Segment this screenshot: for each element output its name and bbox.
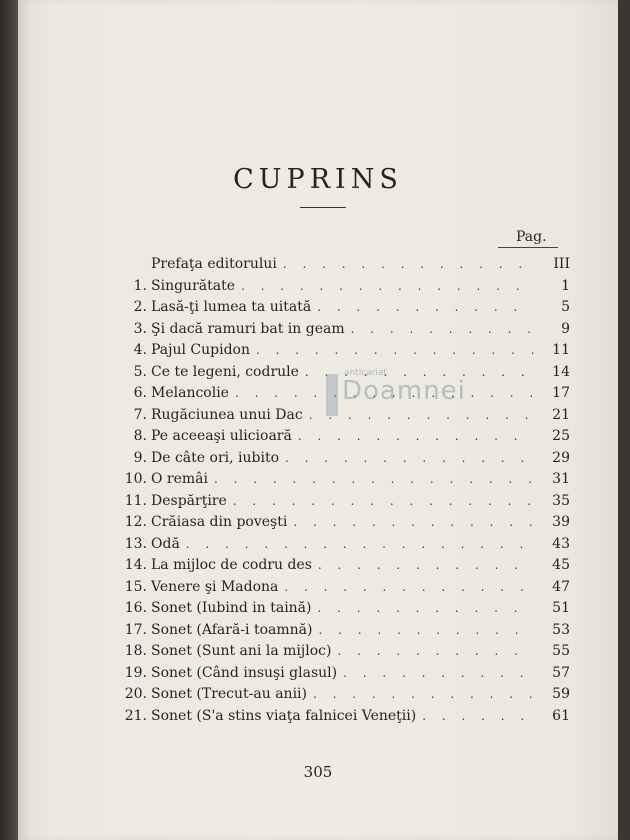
toc-entry-page: 11 xyxy=(552,342,570,358)
toc-entry-title: Sonet (Sunt ani la mijloc) xyxy=(151,643,332,659)
toc-entry-title: Sonet (Când insuşi glasul) xyxy=(151,664,338,681)
toc-entry-title: De câte ori, iubito xyxy=(151,449,279,466)
toc-entry-title: Sonet (S'a stins viaţa falnicei Veneţii) xyxy=(151,707,417,724)
toc-entry-title: Ce te legeni, codrule xyxy=(151,363,299,380)
toc-dot-leader xyxy=(241,279,534,293)
toc-dot-leader xyxy=(283,257,534,271)
toc-entry xyxy=(118,708,570,730)
book-spine-shadow xyxy=(0,0,18,840)
toc-entry-title: Singurătate xyxy=(151,277,235,294)
book-page xyxy=(18,0,618,840)
page-column-label: Pag. xyxy=(516,229,547,245)
toc-entry xyxy=(118,557,570,579)
toc-entry-number: 9. xyxy=(133,449,147,466)
toc-dot-leader xyxy=(313,687,534,701)
toc-entry-page: 35 xyxy=(552,492,570,509)
toc-entry-title: Sonet (Trecut-au anii) xyxy=(151,686,307,702)
toc-entry-number: 21. xyxy=(124,707,147,724)
toc-entry-title: Sonet (Afară-i toamnă) xyxy=(151,621,313,638)
toc-entry-number: 19. xyxy=(124,664,147,681)
toc-entry-number: 10. xyxy=(124,471,147,487)
toc-entry-number: 17. xyxy=(124,621,147,638)
toc-entry xyxy=(118,471,570,493)
toc-entry-title: Şi dacă ramuri bat in geam xyxy=(151,320,345,337)
toc-entry-title: Melancolie xyxy=(151,385,229,401)
toc-entry-page: 9 xyxy=(561,320,570,337)
toc-entry xyxy=(118,579,570,601)
heading-divider xyxy=(300,207,346,208)
toc-entry-title: Sonet (Iubind in taină) xyxy=(151,600,312,616)
toc-entry-title: Odă xyxy=(151,535,180,552)
toc-entry-title: Rugăciunea unui Dac xyxy=(151,406,303,423)
toc-entry-page: III xyxy=(553,256,570,272)
toc-entry-number: 16. xyxy=(124,600,147,616)
toc-dot-leader xyxy=(298,429,534,443)
page-column-underline xyxy=(498,247,558,248)
toc-entry-page: 45 xyxy=(552,557,570,573)
toc-entry-number: 14. xyxy=(124,557,147,573)
toc-entry-number: 8. xyxy=(133,428,147,444)
toc-dot-leader xyxy=(256,343,534,357)
toc-entry-page: 17 xyxy=(552,385,570,401)
toc-dot-leader xyxy=(285,451,534,465)
toc-entry-number: 13. xyxy=(124,535,147,552)
toc-entry-page: 21 xyxy=(552,406,570,423)
toc-entry xyxy=(118,536,570,558)
toc-dot-leader xyxy=(214,472,534,486)
toc-entry-page: 29 xyxy=(552,449,570,466)
toc-entry-title: Venere şi Madona xyxy=(151,578,279,595)
toc-entry xyxy=(118,321,570,343)
toc-entry xyxy=(118,514,570,536)
watermark-big-text: Doamnei xyxy=(342,376,466,406)
toc-dot-leader xyxy=(186,537,534,551)
toc-entry xyxy=(118,299,570,321)
toc-entry-number: 4. xyxy=(133,342,147,358)
toc-entry-number: 15. xyxy=(124,578,147,595)
toc-entry-number: 2. xyxy=(133,299,147,315)
toc-entry-page: 43 xyxy=(552,535,570,552)
toc-entry-number: 20. xyxy=(124,686,147,702)
toc-dot-leader xyxy=(351,322,534,336)
toc-dot-leader xyxy=(233,494,534,508)
toc-dot-leader xyxy=(318,623,534,637)
toc-entry-number: 12. xyxy=(124,514,147,530)
toc-entry-page: 57 xyxy=(552,664,570,681)
toc-entry-page: 53 xyxy=(552,621,570,638)
toc-entry-title: Lasă-ţi lumea ta uitată xyxy=(151,299,312,315)
toc-entry-page: 14 xyxy=(552,363,570,380)
toc-entry-page: 25 xyxy=(552,428,570,444)
toc-entry-number: 5. xyxy=(133,363,147,380)
toc-entry xyxy=(118,686,570,708)
toc-dot-leader xyxy=(318,558,534,572)
toc-entry-title: Pe aceeaşi ulicioară xyxy=(151,428,292,444)
toc-entry-title: Prefaţa editorului xyxy=(151,256,277,272)
toc-entry xyxy=(118,643,570,665)
page-number: 305 xyxy=(303,763,333,781)
toc-entry xyxy=(118,665,570,687)
toc-entry-page: 5 xyxy=(561,299,570,315)
toc-entry-number: 7. xyxy=(133,406,147,423)
table-of-contents xyxy=(118,256,570,729)
toc-entry-number: 1. xyxy=(133,277,147,294)
toc-entry-page: 47 xyxy=(552,578,570,595)
toc-entry-page: 61 xyxy=(552,707,570,724)
watermark-small-text: anticariat xyxy=(344,368,387,378)
toc-dot-leader xyxy=(343,666,534,680)
toc-entry-title: Despărţire xyxy=(151,492,227,509)
toc-entry-number: 3. xyxy=(133,320,147,337)
toc-entry xyxy=(118,278,570,300)
toc-entry-page: 55 xyxy=(552,643,570,659)
toc-heading: CUPRINS xyxy=(233,164,403,196)
watermark-mark-icon xyxy=(326,374,338,416)
toc-entry-title: Crăiasa din poveşti xyxy=(151,514,288,530)
toc-entry-page: 59 xyxy=(552,686,570,702)
toc-entry xyxy=(118,450,570,472)
toc-dot-leader xyxy=(422,709,534,723)
toc-entry-page: 1 xyxy=(561,277,570,294)
toc-entry-title: Pajul Cupidon xyxy=(151,342,250,358)
toc-entry-title: O remâi xyxy=(151,471,209,487)
toc-dot-leader xyxy=(284,580,534,594)
toc-entry-page: 51 xyxy=(552,600,570,616)
toc-dot-leader xyxy=(317,300,534,314)
toc-entry xyxy=(118,256,570,278)
toc-entry-page: 31 xyxy=(552,471,570,487)
toc-entry-number: 18. xyxy=(124,643,147,659)
toc-entry xyxy=(118,493,570,515)
toc-entry xyxy=(118,342,570,364)
watermark-logo xyxy=(326,368,476,420)
toc-entry-page: 39 xyxy=(552,514,570,530)
toc-dot-leader xyxy=(318,601,535,615)
toc-entry-number: 6. xyxy=(133,385,147,401)
toc-entry xyxy=(118,428,570,450)
toc-entry-number: 11. xyxy=(124,492,147,509)
toc-entry-title: La mijloc de codru des xyxy=(151,557,312,573)
toc-dot-leader xyxy=(293,515,534,529)
toc-entry xyxy=(118,622,570,644)
toc-dot-leader xyxy=(337,644,534,658)
toc-entry xyxy=(118,600,570,622)
